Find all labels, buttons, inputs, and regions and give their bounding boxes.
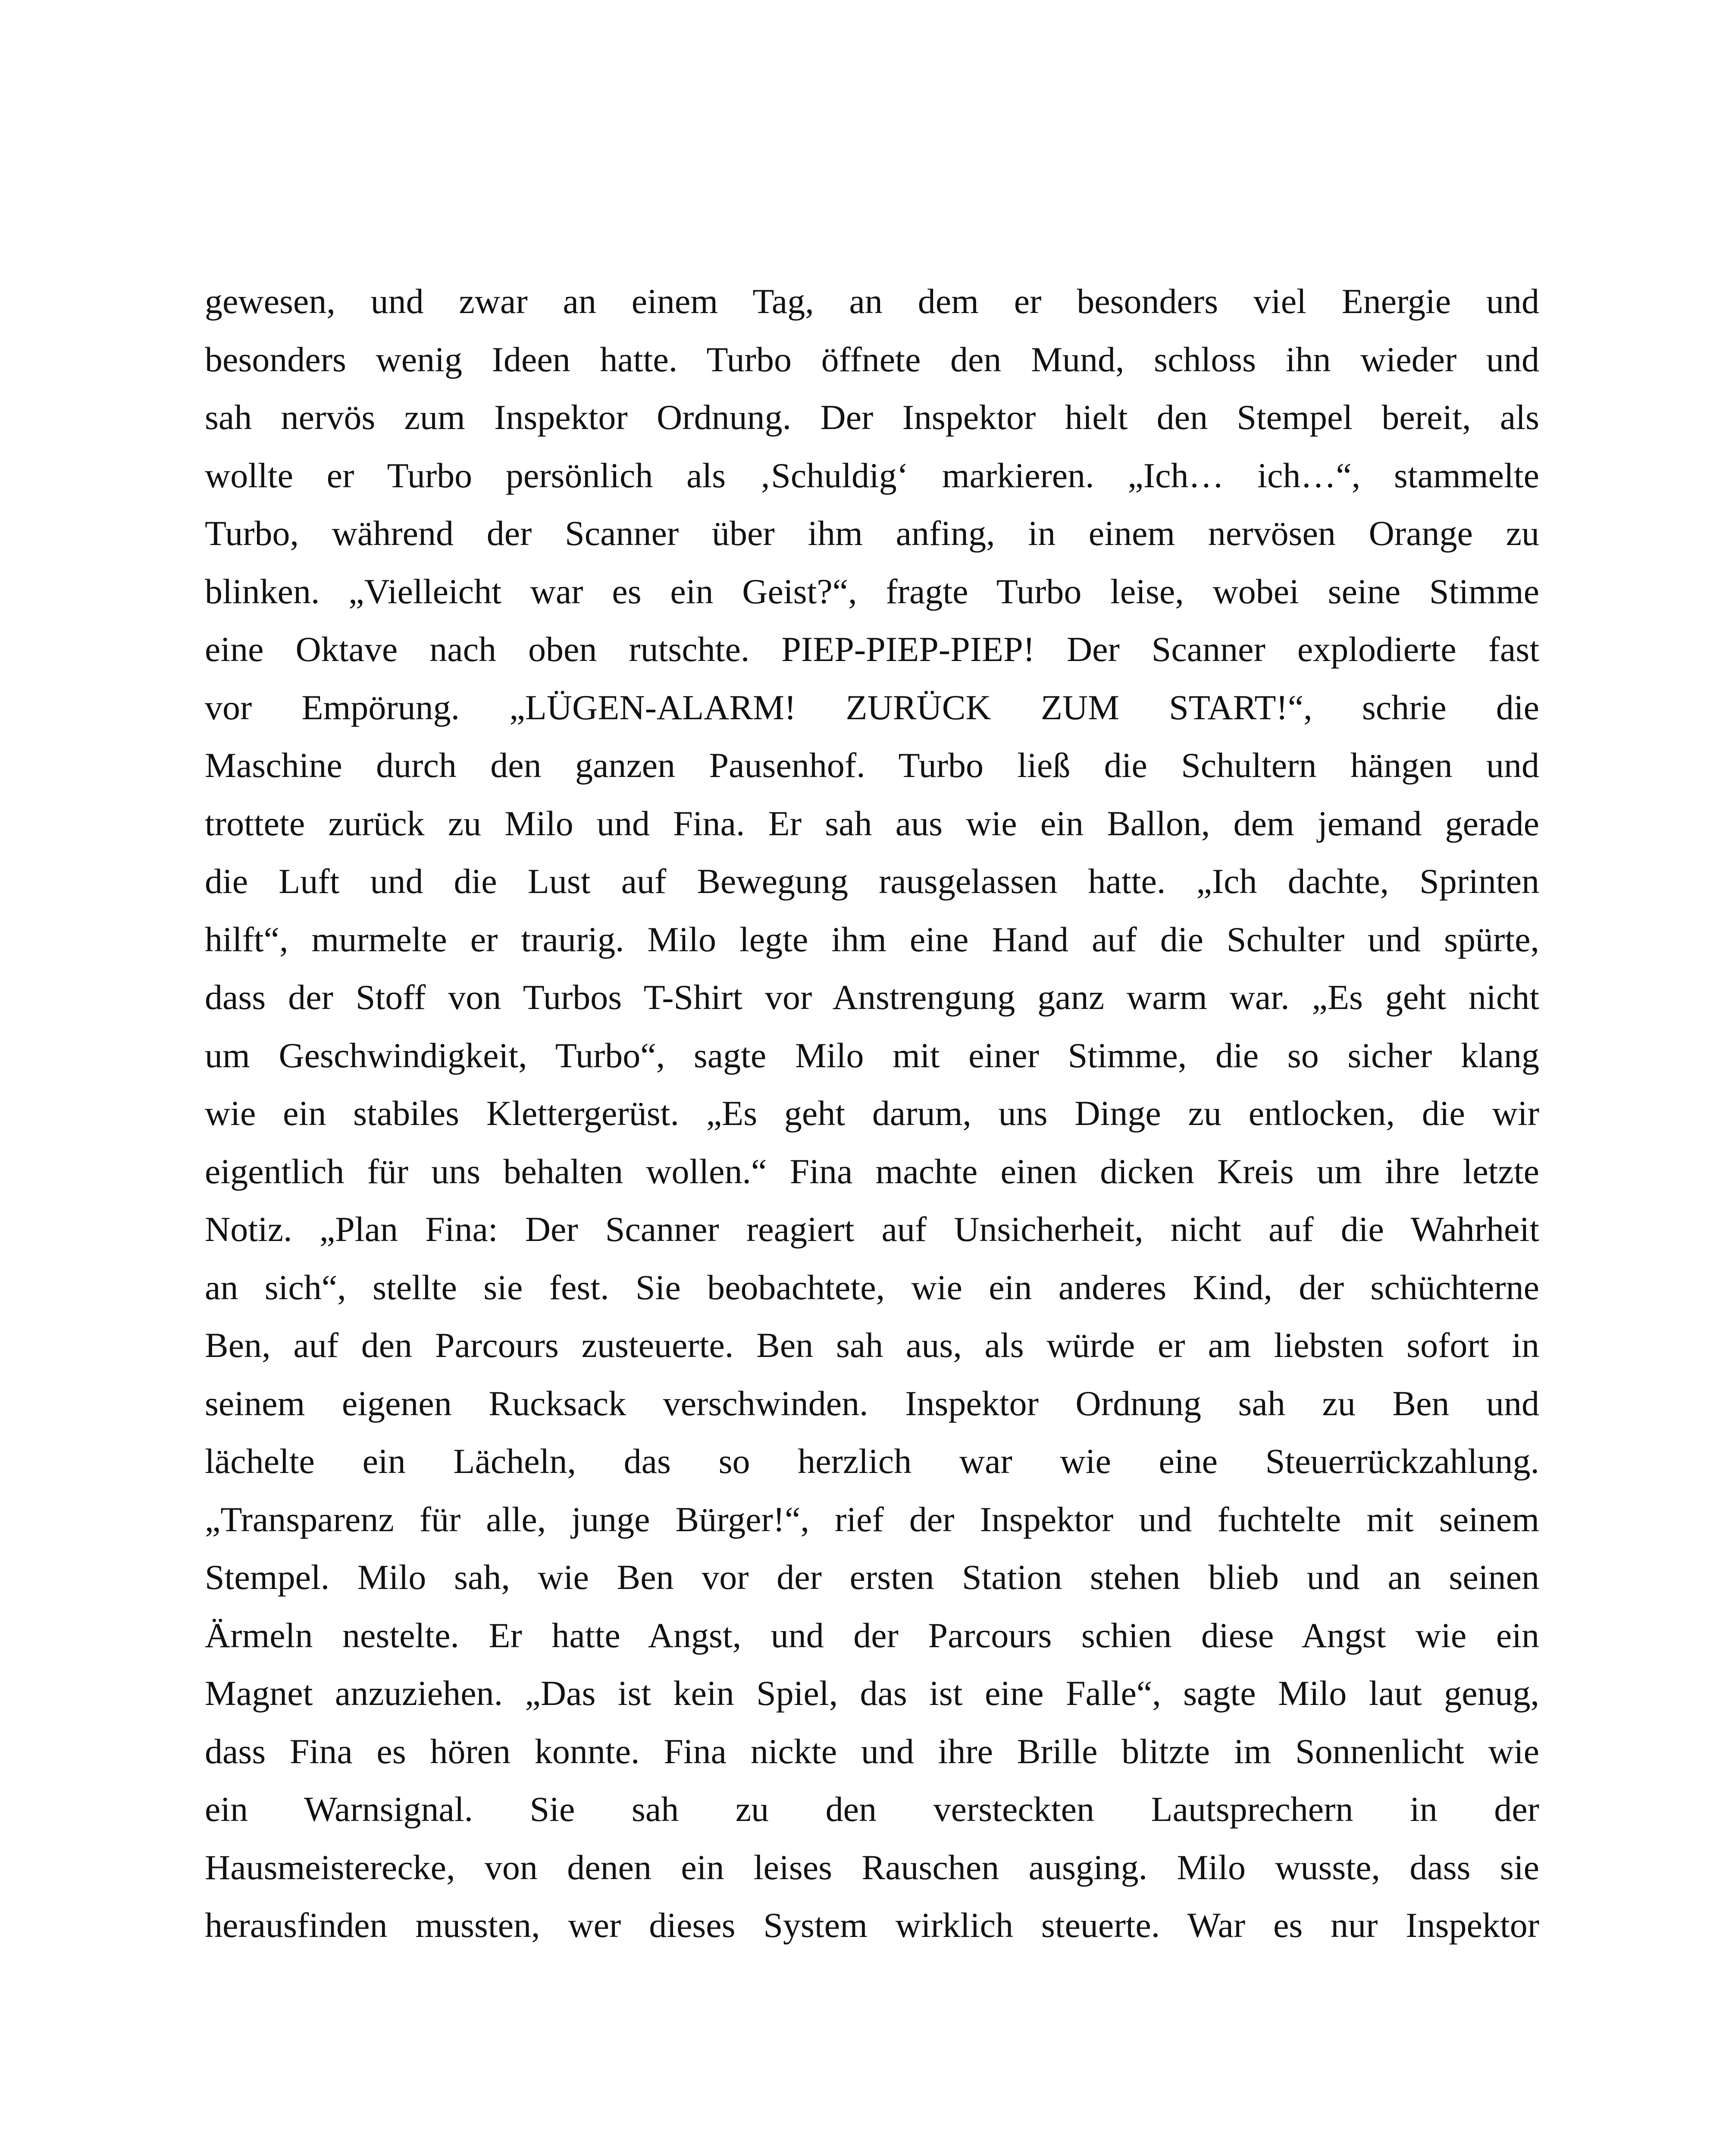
text-line: die Luft und die Lust auf Bewegung rausgelassen hatte. „Ich dachte, Sprinten (205, 862, 1539, 901)
text-line: dass der Stoff von Turbos T-Shirt vor Anstrengung ganz warm war. „Es geht nicht (205, 978, 1539, 1017)
text-line: Maschine durch den ganzen Pausenhof. Turbo ließ die Schultern hängen und (205, 746, 1539, 785)
text-line: Hausmeisterecke, von denen ein leises Rauschen ausging. Milo wusste, dass sie (205, 1847, 1539, 1887)
text-line: sah nervös zum Inspektor Ordnung. Der Inspektor hielt den Stempel bereit, als (205, 398, 1539, 437)
text-line: eine Oktave nach oben rutschte. PIEP-PIEP-PIEP! Der Scanner explodierte fast (205, 630, 1539, 669)
body-text (205, 273, 1539, 1955)
text-line: lächelte ein Lächeln, das so herzlich war wie eine Steuerrückzahlung. (205, 1442, 1539, 1481)
text-line: wollte er Turbo persönlich als ‚Schuldig‘ markieren. „Ich… ich…“, stammelte (205, 455, 1539, 495)
text-line: eigentlich für uns behalten wollen.“ Fina machte einen dicken Kreis um ihre letzte (205, 1151, 1539, 1191)
text-line: Magnet anzuziehen. „Das ist kein Spiel, das ist eine Falle“, sagte Milo laut genug, (205, 1673, 1539, 1713)
text-line: Stempel. Milo sah, wie Ben vor der ersten Station stehen blieb und an seinen (205, 1557, 1539, 1597)
text-line: gewesen, und zwar an einem Tag, an dem er besonders viel Energie und (205, 282, 1539, 321)
text-line: ein Warnsignal. Sie sah zu den versteckten Lautsprechern in der (205, 1789, 1539, 1829)
text-line: Ärmeln nestelte. Er hatte Angst, und der Parcours schien diese Angst wie ein (205, 1615, 1539, 1655)
text-line: Turbo, während der Scanner über ihm anfing, in einem nervösen Orange zu (205, 514, 1539, 553)
text-line: dass Fina es hören konnte. Fina nickte und ihre Brille blitzte im Sonnenlicht wie (205, 1731, 1539, 1771)
text-line: trottete zurück zu Milo und Fina. Er sah aus wie ein Ballon, dem jemand gerade (205, 803, 1539, 843)
text-line: „Transparenz für alle, junge Bürger!“, rief der Inspektor und fuchtelte mit seinem (205, 1499, 1539, 1539)
text-line: Ben, auf den Parcours zusteuerte. Ben sah aus, als würde er am liebsten sofort in (205, 1326, 1539, 1365)
text-line: um Geschwindigkeit, Turbo“, sagte Milo mit einer Stimme, die so sicher klang (205, 1035, 1539, 1075)
text-line: vor Empörung. „LÜGEN-ALARM! ZURÜCK ZUM START!“, schrie die (205, 687, 1539, 727)
text-line: hilft“, murmelte er traurig. Milo legte ihm eine Hand auf die Schulter und spürte, (205, 919, 1539, 959)
text-line: besonders wenig Ideen hatte. Turbo öffnete den Mund, schloss ihn wieder und (205, 339, 1539, 379)
text-line: an sich“, stellte sie fest. Sie beobachtete, wie ein anderes Kind, der schüchterne (205, 1267, 1539, 1307)
text-line: seinem eigenen Rucksack verschwinden. Inspektor Ordnung sah zu Ben und (205, 1383, 1539, 1423)
text-line: Notiz. „Plan Fina: Der Scanner reagiert auf Unsicherheit, nicht auf die Wahrheit (205, 1210, 1539, 1249)
text-line: herausfinden mussten, wer dieses System wirklich steuerte. War es nur Inspektor (205, 1905, 1539, 1945)
text-line: blinken. „Vielleicht war es ein Geist?“, fragte Turbo leise, wobei seine Stimme (205, 571, 1539, 611)
text-line: wie ein stabiles Klettergerüst. „Es geht darum, uns Dinge zu entlocken, die wir (205, 1094, 1539, 1133)
